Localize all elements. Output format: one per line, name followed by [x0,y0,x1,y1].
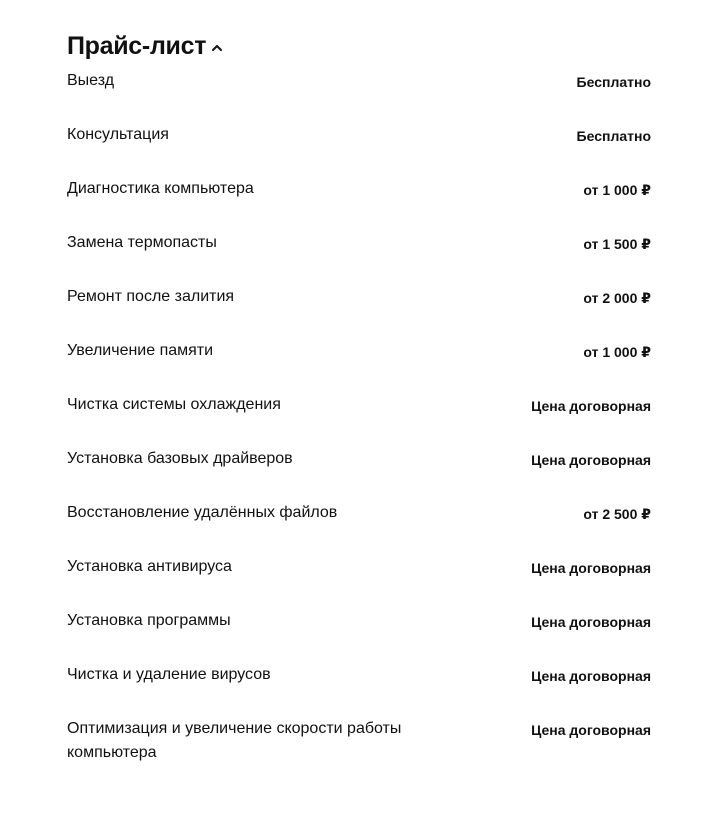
price-row [67,555,651,609]
price-row [67,663,651,717]
service-price: Бесплатно [576,74,651,90]
service-name: Ремонт после залития [67,288,235,305]
service-price: Бесплатно [576,128,651,144]
service-name: Установка программы [67,612,231,629]
service-name: Увеличение памяти [67,342,214,359]
service-name: Установка антивируса [67,558,232,575]
service-price: от 1 000 ₽ [583,182,651,198]
service-price: Цена договорная [531,560,651,576]
service-price: Цена договорная [531,614,651,630]
price-list [67,69,651,771]
service-price: от 1 500 ₽ [583,236,651,252]
service-price: Цена договорная [531,668,651,684]
service-price: Цена договорная [531,452,651,468]
price-row [67,717,651,771]
service-name: Консультация [67,126,169,143]
price-row [67,231,651,285]
price-list-title: Прайс-лист [67,31,207,60]
service-name: Восстановление удалённых файлов [67,504,338,521]
price-row [67,393,651,447]
service-name: Замена термопасты [67,234,217,251]
price-row [67,447,651,501]
chevron-up-icon[interactable] [210,41,224,55]
service-name: Чистка системы охлаждения [67,396,281,413]
price-row [67,123,651,177]
service-name: Выезд [67,72,115,89]
price-list-section [67,28,651,771]
service-name: Оптимизация и увеличение скорости работы компьютера [67,720,402,761]
service-name: Установка базовых драйверов [67,450,293,467]
price-row [67,177,651,231]
price-row [67,609,651,663]
price-row [67,285,651,339]
service-price: Цена договорная [531,398,651,414]
price-row [67,69,651,123]
price-list-toggle[interactable] [67,28,651,64]
service-price: от 1 000 ₽ [583,344,651,360]
price-row [67,501,651,555]
service-name: Чистка и удаление вирусов [67,666,271,683]
price-row [67,339,651,393]
service-name: Диагностика компьютера [67,180,254,197]
service-price: от 2 000 ₽ [583,290,651,306]
service-price: от 2 500 ₽ [583,506,651,522]
service-price: Цена договорная [531,722,651,738]
